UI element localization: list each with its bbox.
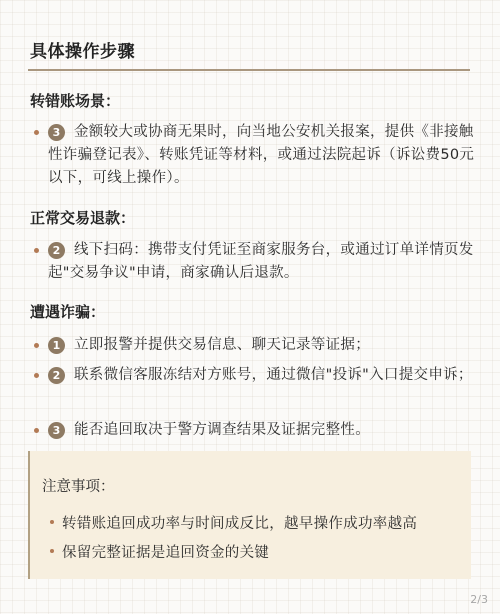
step-text: 立即报警并提供交易信息、聊天记录等证据； [74,337,370,353]
section-heading-fraud: 遭遇诈骗： [30,303,106,321]
page-indicator: 2/3 [470,593,488,606]
notice-text: 转错账追回成功率与时间成反比，越早操作成功率越高 [62,516,418,532]
notice-box [28,451,471,579]
step-text: 金额较大或协商无果时，向当地公安机关报案，提供《非接触性诈骗登记表》、转账凭证等材料，或通过法院起诉（诉讼费50元以下，可线上操作）。 [48,124,475,186]
bullet-dot [34,130,39,135]
notice-title: 注意事项： [42,479,115,495]
step-text: 联系微信客服冻结对方账号，通过微信"投诉"入口提交申诉； [74,367,473,383]
title-divider [28,69,470,71]
bullet-dot [34,343,39,348]
step-number-badge: 3 [48,422,65,439]
page-title: 具体操作步骤 [30,42,135,62]
bullet-dot [50,549,54,553]
bullet-dot [34,373,39,378]
step-number-badge: 2 [48,242,65,259]
step-number-badge: 2 [48,367,65,384]
bullet-dot [50,520,54,524]
bullet-dot [34,248,39,253]
step-number-badge: 1 [48,337,65,354]
bullet-dot [34,428,39,433]
section-heading-wrong-transfer: 转错账场景： [30,92,121,110]
step-text: 能否追回取决于警方调查结果及证据完整性。 [74,422,370,438]
section-heading-refund: 正常交易退款： [30,209,136,227]
notice-text: 保留完整证据是追回资金的关键 [62,545,270,561]
step-text: 线下扫码：携带支付凭证至商家服务台，或通过订单详情页发起"交易争议"申请，商家确认后退款。 [48,242,474,281]
step-number-badge: 3 [48,124,65,141]
